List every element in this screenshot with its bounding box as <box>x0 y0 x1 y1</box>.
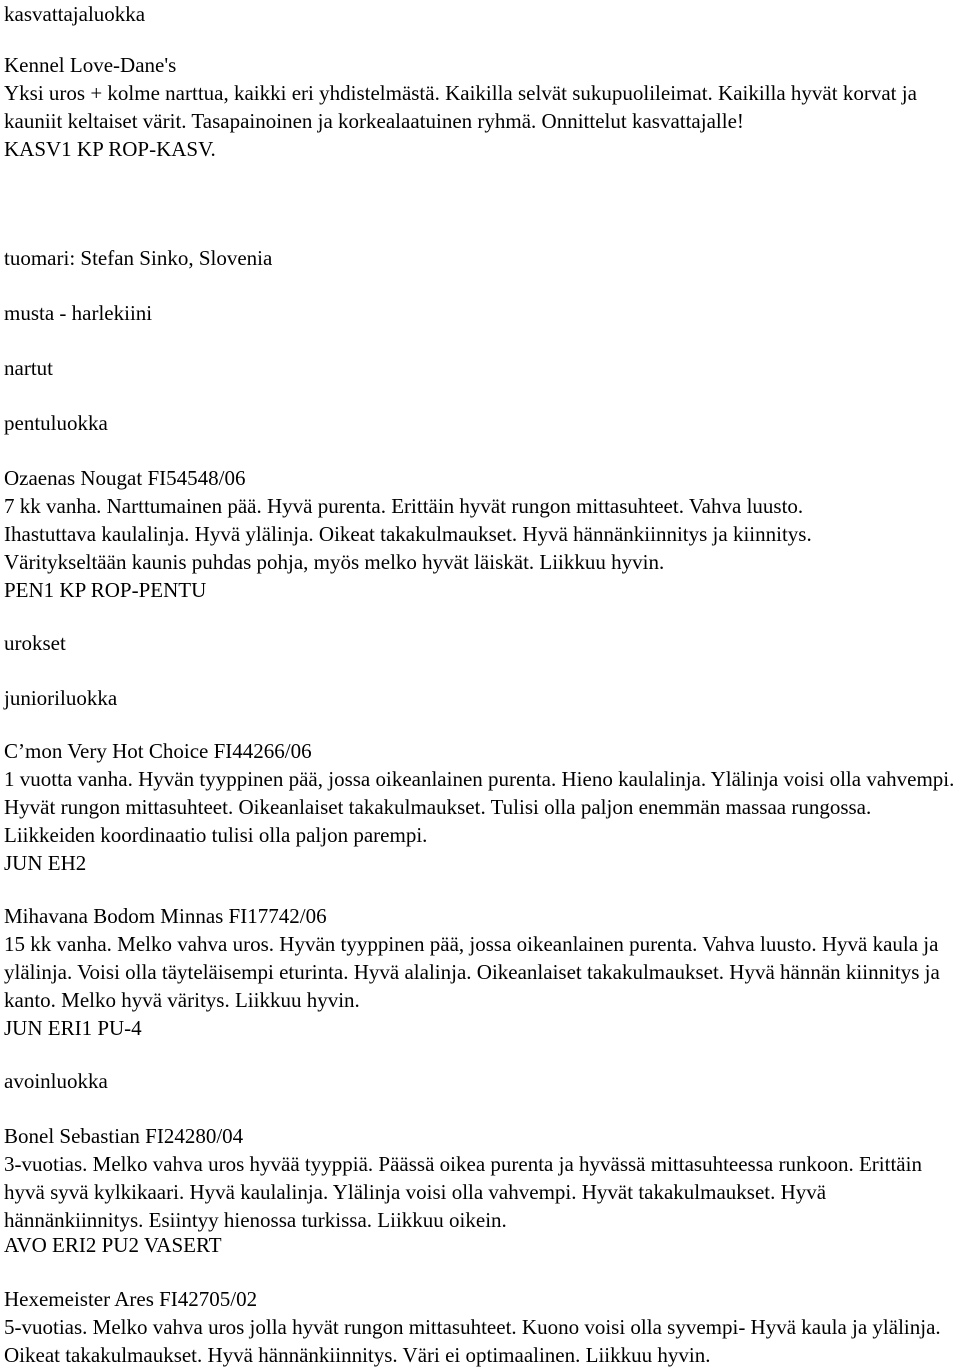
dog-name: Mihavana Bodom Minnas FI17742/06 <box>4 904 327 928</box>
dog-critique: 3-vuotias. Melko vahva uros hyvää tyyppiä. Päässä oikea purenta ja hyvässä mittasuhteessa runkoon. Erittäin hyvä syvä kylkikaari. Hyvä kaulalinja. Ylälinja voisi olla vahvempi. Hyvät takakulmaukset. Hyvä hännänkiinnitys. Esiintyy hienossa turkissa. Liikkuu oikein. <box>4 1152 922 1232</box>
dog-critique: 1 vuotta vanha. Hyvän tyyppinen pää, jossa oikeanlainen purenta. Hieno kaulalinja. Ylälinja voisi olla vahvempi. Hyvät rungon mittasuhteet. Oikeanlaiset takakulmaukset. Tulisi olla paljon enemmän massaa rungossa. Liikkeiden koordinaatio tulisi olla paljon parempi. <box>4 767 955 847</box>
dog-name: Bonel Sebastian FI24280/04 <box>4 1124 244 1148</box>
dog-critique: 15 kk vanha. Melko vahva uros. Hyvän tyyppinen pää, jossa oikeanlainen purenta. Vahva luusto. Hyvä kaula ja ylälinja. Voisi olla täyteläisempi eturinta. Hyvä alalinja. Oikeanlaiset takakulmaukset. Hyvä hännän kiinnitys ja kanto. Melko hyvä väritys. Liikkuu hyvin. <box>4 932 940 1012</box>
judge-line: tuomari: Stefan Sinko, Slovenia <box>4 246 273 270</box>
breeder-result: KASV1 KP ROP-KASV. <box>4 137 216 161</box>
dog-critique-line: 7 kk vanha. Narttumainen pää. Hyvä purenta. Erittäin hyvät rungon mittasuhteet. Vahva luusto. <box>4 494 804 518</box>
open-class-heading: avoinluokka <box>4 1069 108 1093</box>
females-heading: nartut <box>4 356 53 380</box>
section-breeder-class: kasvattajaluokka <box>4 2 146 26</box>
dog-critique: 5-vuotias. Melko vahva uros jolla hyvät rungon mittasuhteet. Kuono voisi olla syvempi- Hyvä kaula ja ylälinja. Oikeat takakulmaukset. Hyvä hännänkiinnitys. Väri ei optimaalinen. Liikkuu hyvin. <box>4 1315 941 1367</box>
dog-critique-line: Väritykseltään kaunis puhdas pohja, myös melko hyvät läiskät. Liikkuu hyvin. <box>4 550 665 574</box>
breeder-critique: Yksi uros + kolme narttua, kaikki eri yhdistelmästä. Kaikilla selvät sukupuolileimat. Kaikilla hyvät korvat ja kauniit keltaiset värit. Tasapainoinen ja korkealaatuinen ryhmä. Onnittelut kasvattajalle! <box>4 81 917 133</box>
color-group: musta - harlekiini <box>4 301 153 325</box>
dog-name: Hexemeister Ares FI42705/02 <box>4 1287 258 1311</box>
dog-critique-line: Ihastuttava kaulalinja. Hyvä ylälinja. Oikeat takakulmaukset. Hyvä hännänkiinnitys ja kiinnitys. <box>4 522 812 546</box>
junior-class-heading: junioriluokka <box>4 686 118 710</box>
dog-result: AVO ERI2 PU2 VASERT <box>4 1233 222 1257</box>
dog-name: Ozaenas Nougat FI54548/06 <box>4 466 246 490</box>
dog-result: PEN1 KP ROP-PENTU <box>4 578 207 602</box>
puppy-class-heading: pentuluokka <box>4 411 108 435</box>
dog-name: C’mon Very Hot Choice FI44266/06 <box>4 739 312 763</box>
breeder-kennel: Kennel Love-Dane's <box>4 53 177 77</box>
dog-result: JUN ERI1 PU-4 <box>4 1016 142 1040</box>
males-heading: urokset <box>4 631 66 655</box>
dog-result: JUN EH2 <box>4 851 87 875</box>
